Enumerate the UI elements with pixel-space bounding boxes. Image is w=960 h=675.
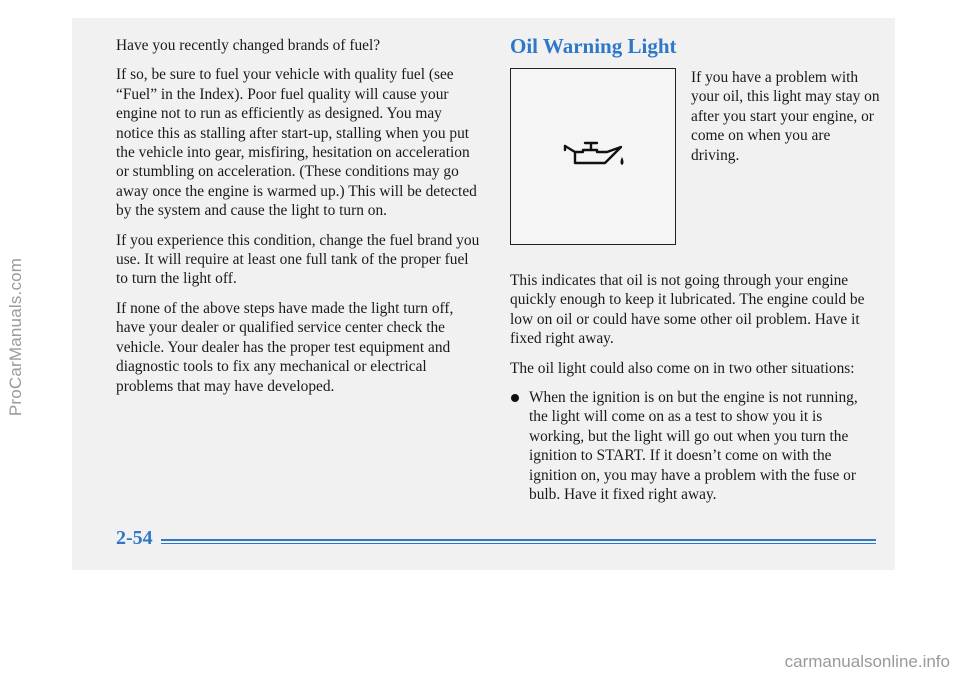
side-watermark: ProCarManuals.com: [6, 257, 25, 417]
fuel-text-column: [116, 36, 480, 406]
oil-body-text: [510, 271, 880, 504]
fuel-paragraph: If none of the above steps have made the light turn off, have your dealer or qualified service center check the vehicle. Your dealer has the proper test equipment and diagnostic tools to fix any mechanical or electrical problems that may have developed.: [116, 299, 454, 395]
oil-can-icon: [561, 137, 629, 171]
bullet-item: [510, 388, 880, 504]
oil-light-description: [691, 68, 881, 165]
oil-light-side-text: If you have a problem with your oil, this light may stay on after you start your engine, or come on when you are driving.: [691, 69, 880, 164]
oil-paragraph: This indicates that oil is not going through your engine quickly enough to keep it lubricated. The engine could be low on oil or could have some other oil problem. Have it fixed right away.: [510, 272, 865, 348]
fuel-paragraph: If you experience this condition, change the fuel brand you use. It will require at least one full tank of the proper fuel to turn the light off.: [116, 231, 480, 288]
oil-paragraph: The oil light could also come on in two other situations:: [510, 359, 855, 377]
footer-rule: [161, 539, 876, 541]
page-footer: [116, 525, 876, 555]
bullet-icon: [511, 394, 519, 402]
page-number: 2-54: [116, 527, 153, 549]
footer-rule-thin: [161, 543, 876, 544]
fuel-paragraph: Have you recently changed brands of fuel?: [116, 37, 381, 54]
oil-warning-section: [510, 34, 880, 504]
bullet-text: When the ignition is on but the engine is not running, the light will come on as a test to show you it is working, but the light will go out when you turn the ignition to START. If it doesn’t come on with the ignition on, you may have a problem with the fuse or bulb. Have it fixed right away.: [529, 389, 858, 504]
fuel-paragraph: If so, be sure to fuel your vehicle with quality fuel (see “Fuel” in the Index). Poor fuel quality will cause your engine not to run as efficiently as designed. You may notice this as stalling after start-up, stalling when you put the vehicle into gear, misfiring, hesitation on acceleration or stumbling on acceleration. (These conditions may go away once the engine is warmed up.) This will be detected by the system and cause the light to turn on.: [116, 66, 477, 220]
section-title: Oil Warning Light: [510, 34, 677, 58]
oil-light-figure: [510, 68, 676, 245]
bottom-watermark: carmanualsonline.info: [784, 652, 950, 671]
